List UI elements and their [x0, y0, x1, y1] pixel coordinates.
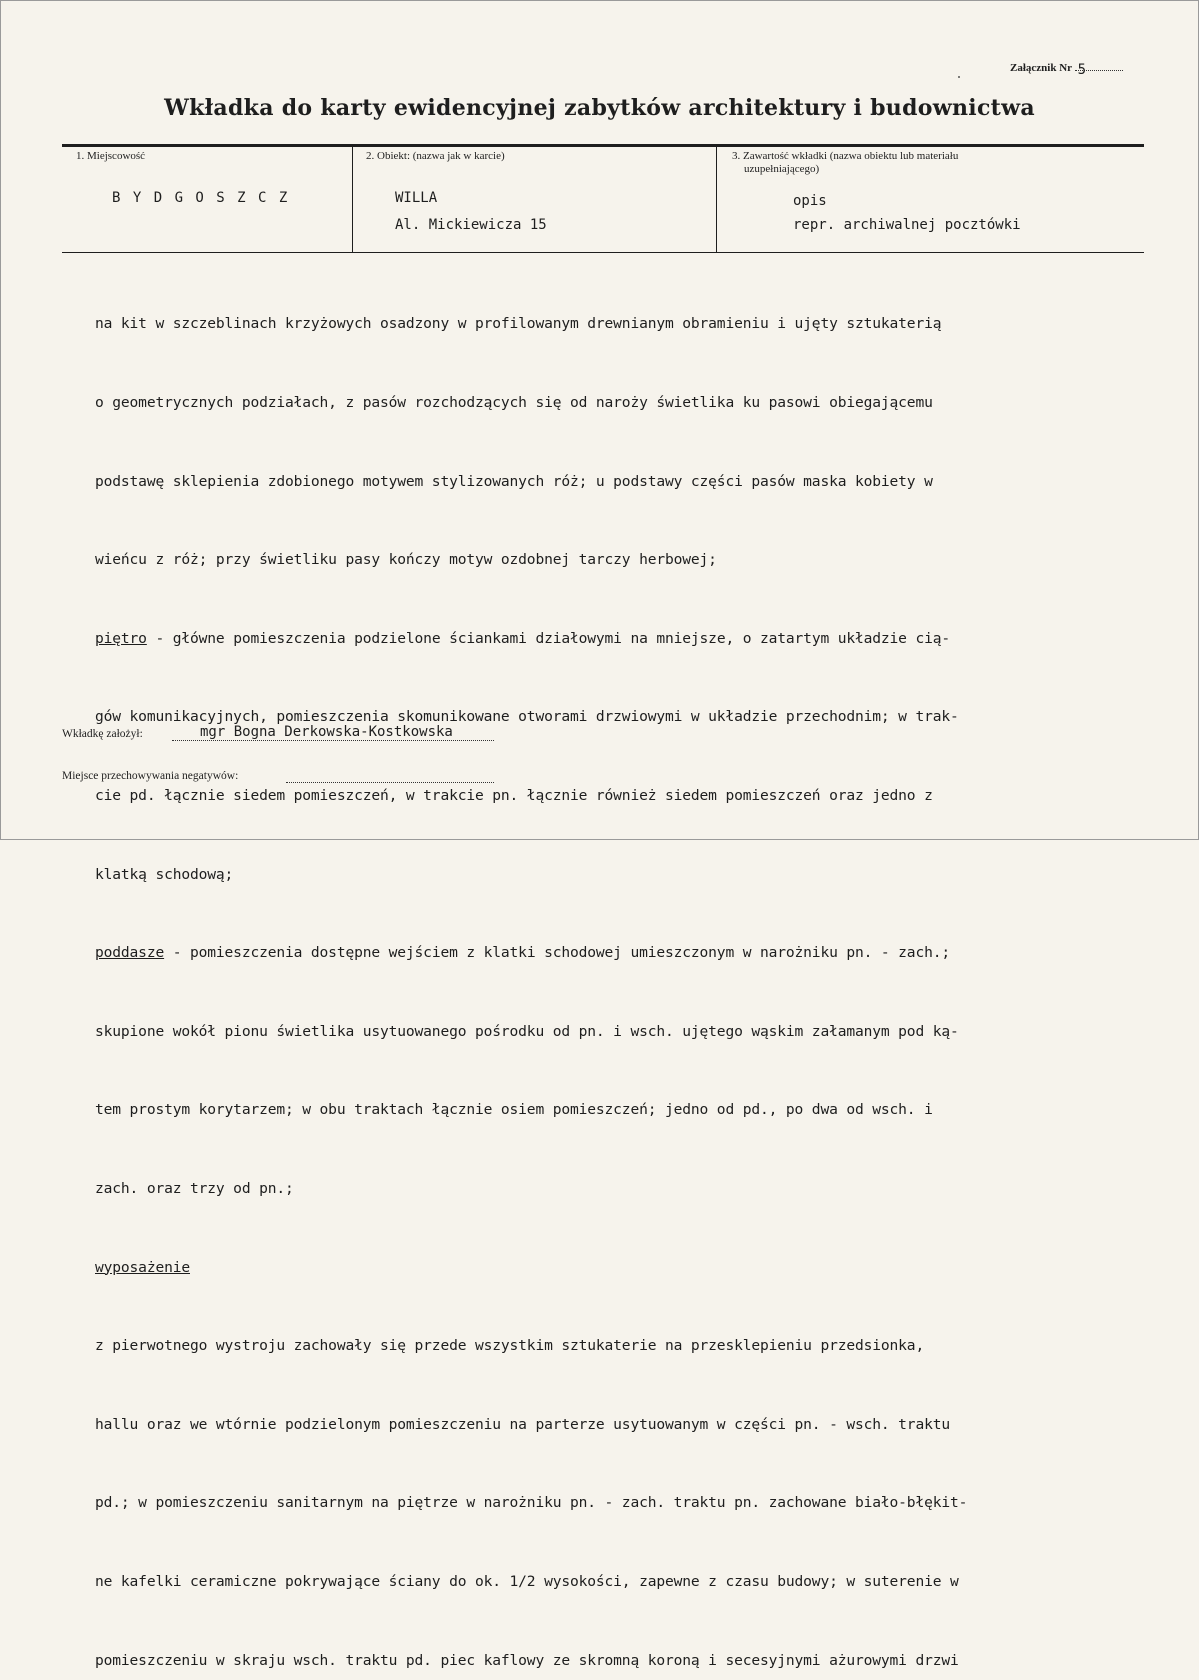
body-line: zach. oraz trzy od pn.; [95, 1179, 294, 1197]
column-label-contents [732, 150, 958, 176]
body-line: o geometrycznych podziałach, z pasów rozchodzących się od naroży świetlika ku pasowi obiegającemu [95, 394, 933, 411]
body-line [95, 940, 1135, 966]
object-address-value: Al. Mickiewicza 15 [395, 217, 547, 233]
object-name-value: WILLA [395, 190, 438, 206]
section-heading-poddasze: poddasze [95, 944, 165, 962]
contents-value-2: repr. archiwalnej pocztówki [793, 217, 1021, 233]
description-body [95, 259, 1135, 1680]
body-line [95, 1255, 1135, 1281]
locality-value: B Y D G O S Z C Z [112, 190, 290, 206]
body-line [95, 626, 1135, 652]
body-line: wieńcu z róż; przy świetliku pasy kończy motyw ozdobnej tarczy herbowej; [95, 551, 717, 569]
body-line-text: - główne pomieszczenia podzielone ściankami działowymi na mniejsze, o zatartym układzie cią- [146, 629, 950, 647]
body-line: z pierwotnego wystroju zachowały się przede wszystkim sztukaterie na przesklepieniu przedsionka, [95, 1337, 925, 1355]
body-line: ne kafelki ceramiczne pokrywające ściany do ok. 1/2 wysokości, zapewne z czasu budowy; w suterenie w [95, 1572, 959, 1590]
body-line: pomieszczeniu w skraju wsch. traktu pd. piec kaflowy ze skromną koroną i secesyjnymi ażurowymi drzwi [95, 1651, 959, 1669]
annex-number-value: 5 [1077, 62, 1087, 78]
negatives-fill-line [286, 782, 494, 783]
column-divider [352, 144, 353, 252]
column-divider [716, 144, 717, 252]
body-line: hallu oraz we wtórnie podzielonym pomieszczeniu na parterze usytuowanym w części pn. - wsch. traktu [95, 1415, 950, 1433]
body-line-text: - pomieszczenia dostępne wejściem z klatki schodowej umieszczonym w narożniku pn. - zach.; [164, 944, 950, 962]
negatives-label: Miejsce przechowywania negatywów: [62, 770, 239, 782]
author-value: mgr Bogna Derkowska-Kostkowska [200, 724, 453, 740]
column-label-locality: 1. Miejscowość [76, 150, 146, 162]
body-line: gów komunikacyjnych, pomieszczenia skomunikowane otworami drzwiowymi w układzie przechodnim; w trak- [95, 708, 959, 726]
body-line: skupione wokół pionu świetlika usytuowanego pośrodku od pn. i wsch. ujętego wąskim załamanym pod ką- [95, 1022, 959, 1040]
annex-label: Załącznik Nr [1010, 62, 1072, 74]
page-title: Wkładka do karty ewidencyjnej zabytków architektury i budownictwa [164, 95, 1035, 121]
annex-number-field [1075, 62, 1123, 78]
body-line: pd.; w pomieszczeniu sanitarnym na piętrze w narożniku pn. - zach. traktu pn. zachowane biało-błękit- [95, 1494, 968, 1512]
section-heading-pietro: piętro [95, 629, 147, 647]
body-line: podstawę sklepienia zdobionego motywem stylizowanych róż; u podstawy części pasów maska kobiety w [95, 472, 933, 490]
column-label-object: 2. Obiekt: (nazwa jak w karcie) [366, 150, 505, 162]
body-line: na kit w szczeblinach krzyżowych osadzony w profilowanym drewnianym obramieniu i ujęty sztukaterią [95, 315, 942, 333]
column-label-contents-line1: 3. Zawartość wkładki (nazwa obiektu lub materiału [732, 150, 959, 162]
paper-speck [958, 76, 960, 78]
header-bottom-rule [62, 252, 1144, 253]
author-fill-line [172, 740, 494, 741]
body-line: cie pd. łącznie siedem pomieszczeń, w trakcie pn. łącznie również siedem pomieszczeń oraz jedno z [95, 786, 933, 804]
section-heading-wyposazenie: wyposażenie [95, 1258, 190, 1276]
author-label: Wkładkę założył: [62, 728, 143, 740]
body-line: klatką schodową; [95, 865, 234, 883]
header-top-rule [62, 144, 1144, 147]
annex-number [1010, 62, 1123, 78]
contents-value-1: opis [793, 193, 827, 209]
body-line: tem prostym korytarzem; w obu traktach łącznie osiem pomieszczeń; jedno od pd., po dwa od wsch. i [95, 1101, 933, 1119]
column-label-contents-line2: uzupełniającego) [744, 163, 820, 175]
